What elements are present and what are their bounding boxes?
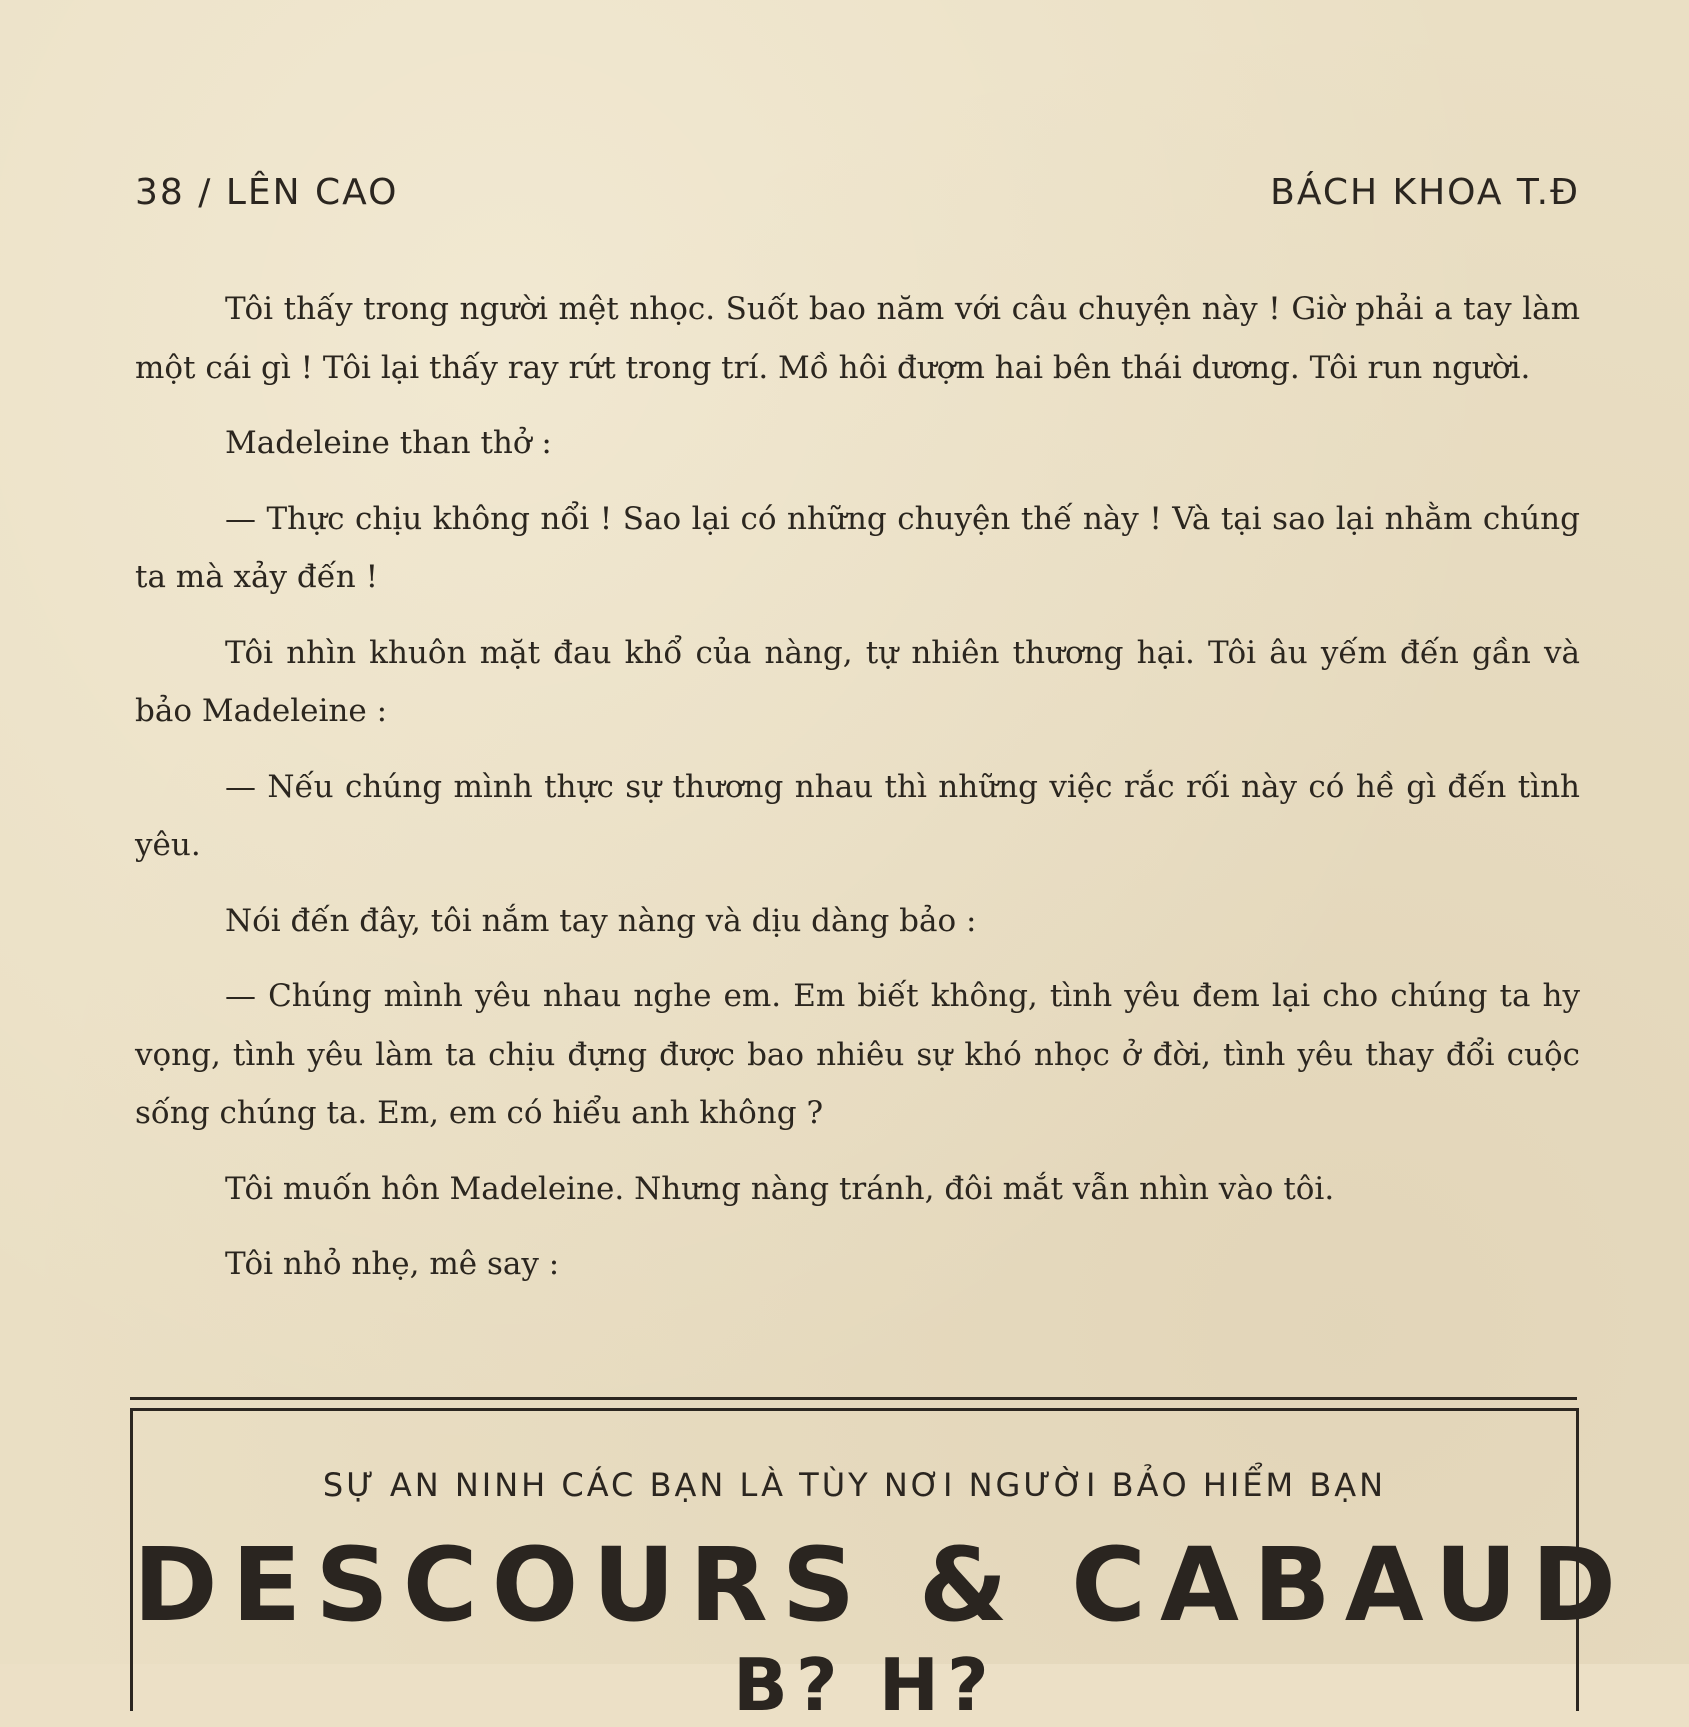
- dialogue-paragraph: — Chúng mình yêu nhau nghe em. Em biết không, tình yêu đem lại cho chúng ta hy vọng, tình yêu làm ta chịu đựng được bao nhiêu sự khó nhọc ở đời, tình yêu thay đổi cuộc sống chúng ta. Em, em có hiểu anh không ?: [135, 978, 1580, 1131]
- dialogue-paragraph: — Nếu chúng mình thực sự thương nhau thì những việc rắc rối này có hề gì đến tình yêu.: [135, 768, 1580, 863]
- advertisement-tagline: SỰ AN NINH CÁC BẠN LÀ TÙY NƠI NGƯỜI BẢO HIỂM BẠN: [322, 1466, 1387, 1504]
- paragraph: Tôi nhỏ nhẹ, mê say :: [225, 1246, 560, 1282]
- paragraph: Tôi nhìn khuôn mặt đau khổ của nàng, tự nhiên thương hại. Tôi âu yếm đến gần và bảo Madeleine :: [135, 634, 1580, 729]
- paragraph: Tôi thấy trong người mệt nhọc. Suốt bao năm với câu chuyện này ! Giờ phải a tay làm một cái gì ! Tôi lại thấy ray rứt trong trí. Mồ hôi đượm hai bên thái dương. Tôi run người.: [135, 291, 1580, 386]
- paragraph: Madeleine than thở :: [225, 425, 552, 461]
- paragraph: Nói đến đây, tôi nắm tay nàng và dịu dàng bảo :: [225, 902, 977, 939]
- advertisement-brand: DESCOURS & CABAUD: [133, 1526, 1631, 1645]
- publication-name: BÁCH KHOA T.Đ: [1270, 172, 1580, 213]
- advertisement-cut-off-line: B? H?: [733, 1643, 997, 1727]
- story-body: [135, 280, 1580, 1311]
- advertisement-box: [130, 1408, 1631, 1727]
- advertisement-top-rule: [130, 1397, 1577, 1400]
- dialogue-paragraph: — Thực chịu không nổi ! Sao lại có những chuyện thế này ! Và tại sao lại nhằm chúng ta mà xảy đến !: [135, 500, 1580, 595]
- page-number-and-title: 38 / LÊN CAO: [135, 172, 399, 213]
- paragraph: Tôi muốn hôn Madeleine. Nhưng nàng tránh, đôi mắt vẫn nhìn vào tôi.: [225, 1170, 1335, 1207]
- running-header: [135, 172, 1580, 222]
